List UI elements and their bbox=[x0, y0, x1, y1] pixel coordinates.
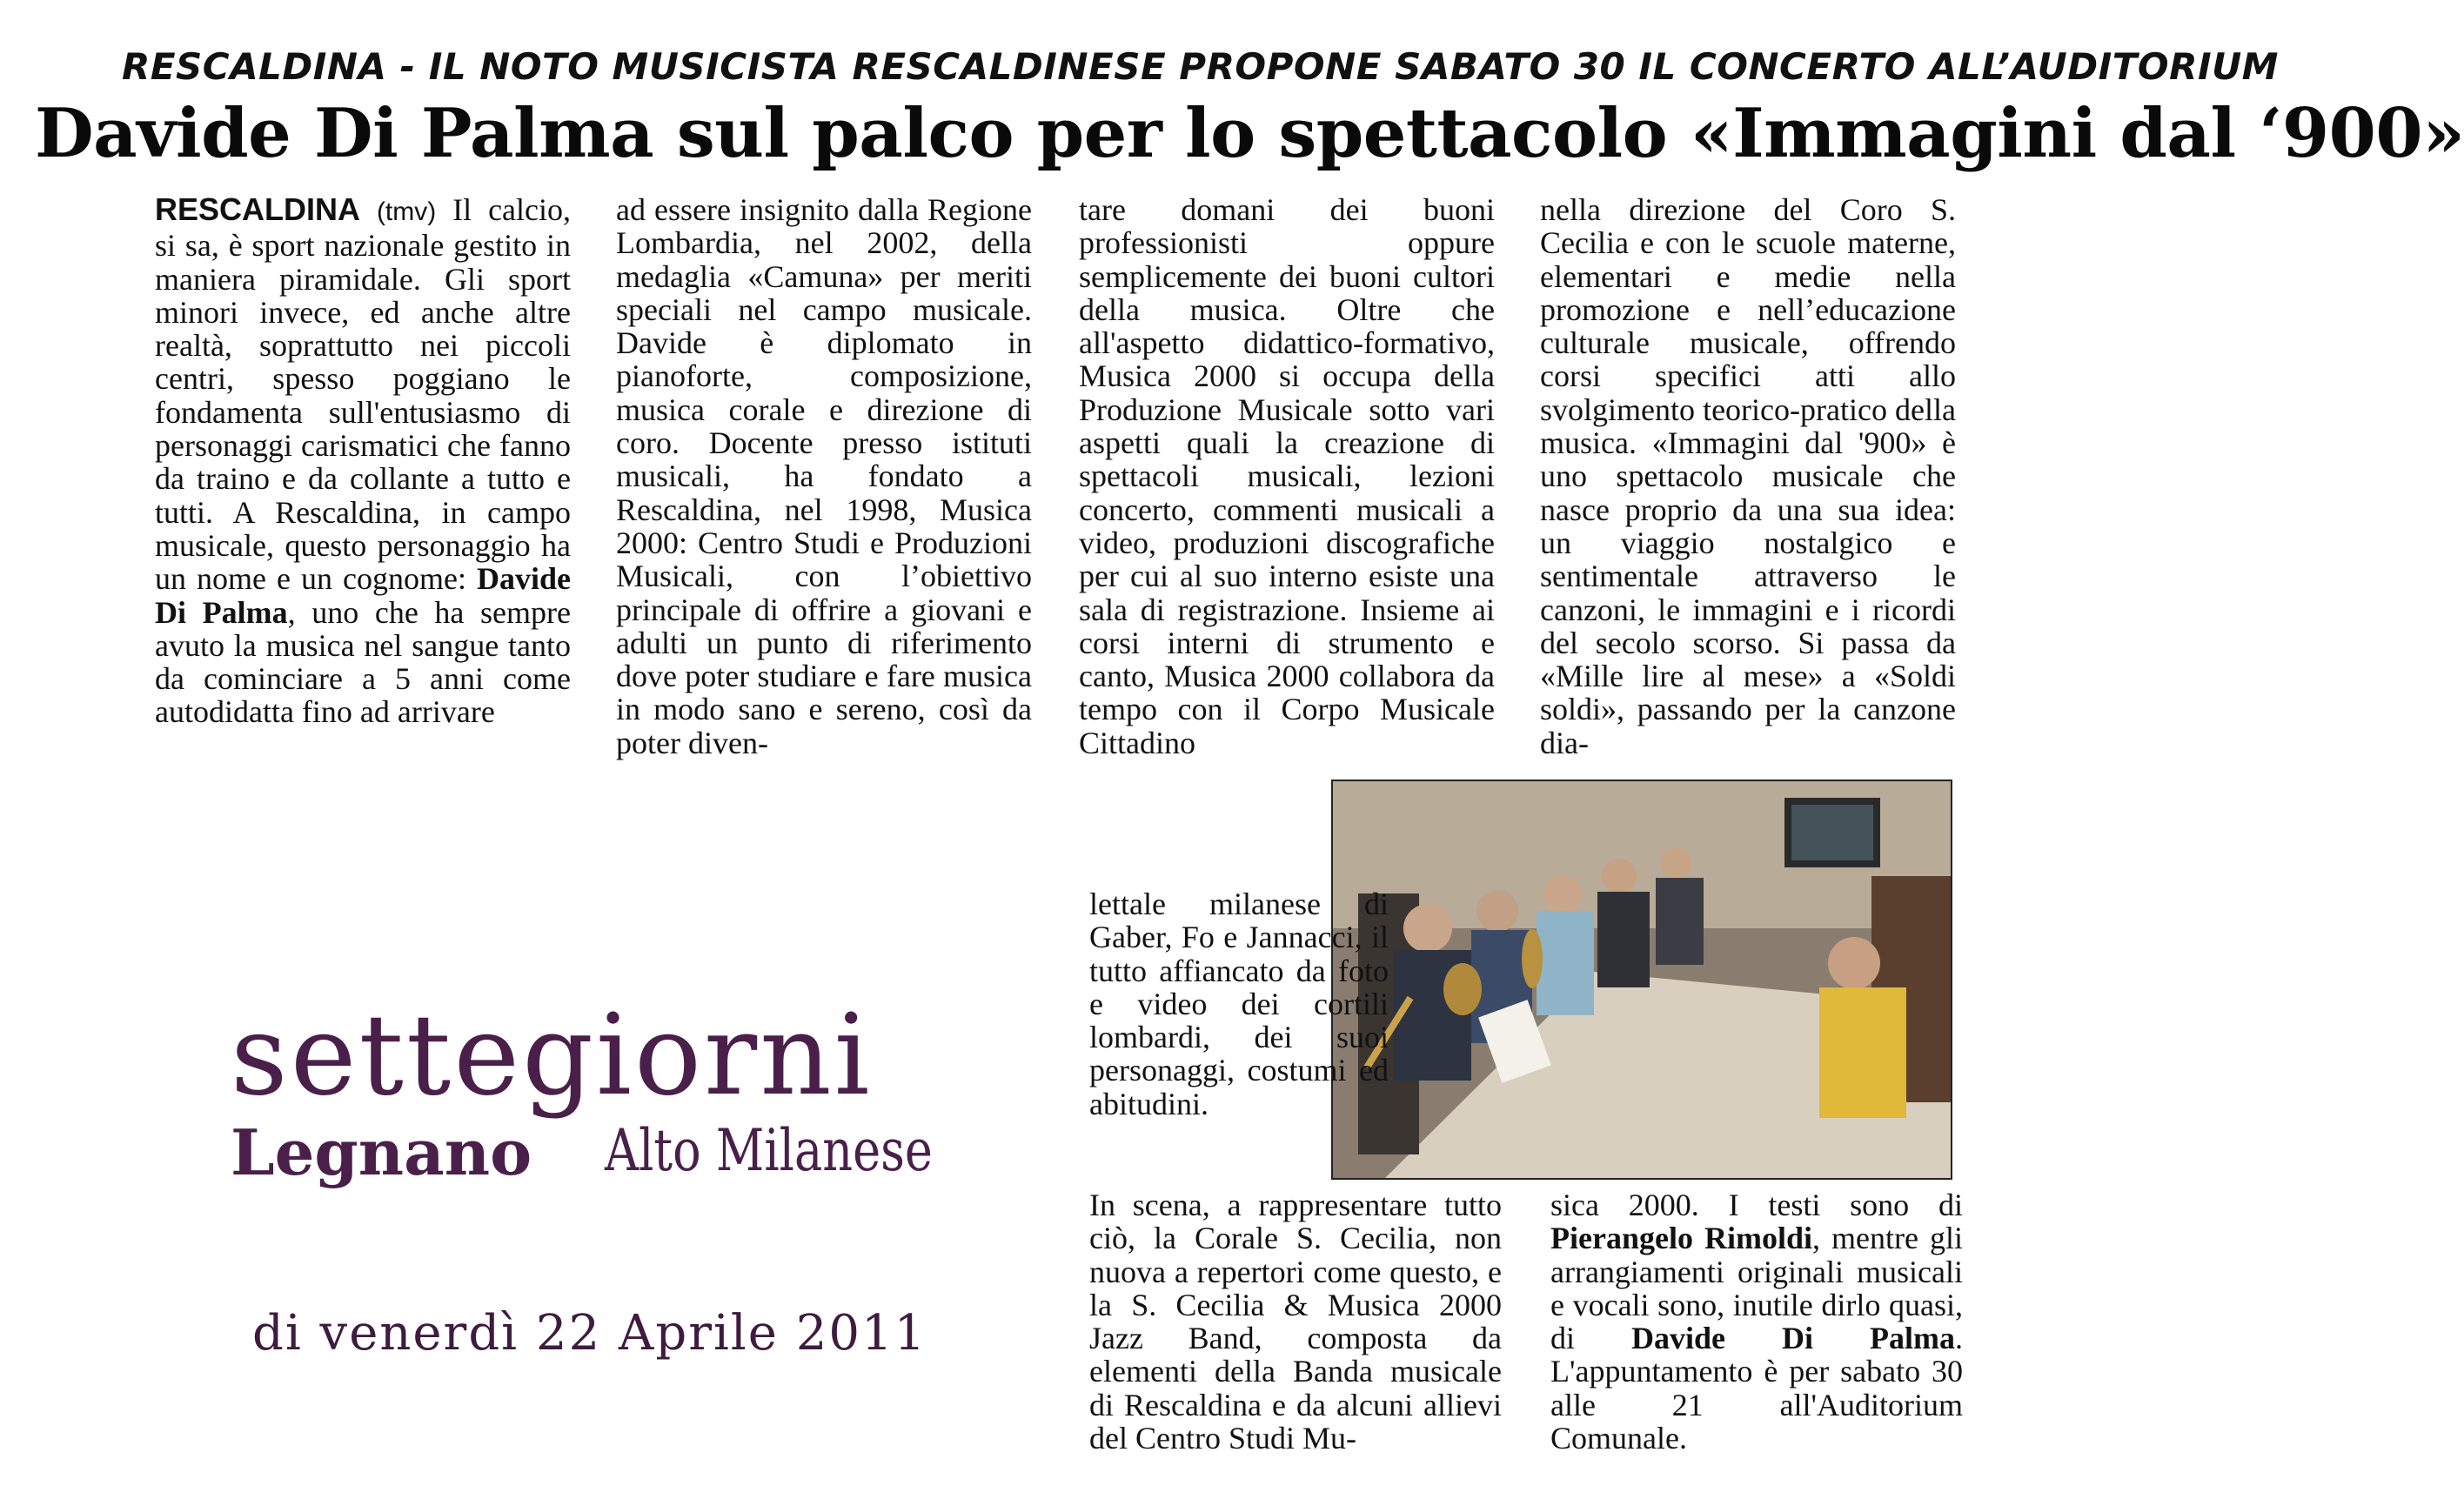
article-column-5 bbox=[1089, 887, 1389, 1121]
article-kicker: RESCALDINA - IL NOTO MUSICISTA RESCALDINESE PROPONE SABATO 30 IL CONCERTO ALL’AUDITORIUM bbox=[122, 45, 2279, 88]
column-2-text: ad essere insignito dalla Regione Lombardia, nel 2002, della medaglia «Camuna» per meriti speciali nel campo musicale. Davide è diplomato in pianoforte, composizione, musica corale e direzione di coro. Docente presso istituti musicali, ha fondato a Rescaldina, nel 1998, Musica 2000: Centro Studi e Produzioni Musicali, con l’obiettivo principale di offrire a giovani e adulti un punto di riferimento dove poter studiare e fare musica in modo sano e sereno, così da poter diven- bbox=[616, 192, 1032, 760]
article-headline: Davide Di Palma sul palco per lo spettacolo «Immagini dal ‘900» bbox=[35, 94, 2464, 173]
column-1-text-b: , uno che ha sempre avuto la musica nel sangue tanto da cominciare a 5 anni come autodidatta fino ad arrivare bbox=[155, 594, 571, 730]
dateline: RESCALDINA bbox=[155, 191, 361, 227]
column-7-text-b: , mentre gli arrangiamenti originali musicali e vocali sono, inutile dirlo quasi, di bbox=[1550, 1221, 1964, 1356]
column-5-text: lettale milanese di Gaber, Fo e Jannacci, il tutto affiancato da foto e video dei cortili lombardi, dei suoi personaggi, costumi ed abitudini. bbox=[1089, 887, 1389, 1121]
column-3-text: tare domani dei buoni professionisti oppure semplicemente dei buoni cultori della musica. Oltre che all'aspetto didattico-formativo, Musica 2000 si occupa della Produzione Musicale sotto vari aspetti quali la creazione di spettacoli musicali, lezioni concerto, commenti musicali a video, produzioni discografiche per cui al suo interno esiste una sala di registrazione. Insieme ai corsi interni di strumento e canto, Musica 2000 collabora da tempo con il Corpo Musicale Cittadino bbox=[1079, 192, 1495, 760]
masthead-name: settegiorni bbox=[231, 991, 873, 1121]
article-column-1 bbox=[155, 193, 571, 729]
column-7-text-c: . L'appuntamento è per sabato 30 alle 21 all'Auditorium Comunale. bbox=[1550, 1321, 1963, 1456]
byline: (tmv) bbox=[376, 197, 437, 226]
column-1-text-a: Il calcio, si sa, è sport nazionale gestito in maniera piramidale. Gli sport minori invece, ed anche altre realtà, soprattutto nei piccoli centri, spesso poggiano le fondamenta sull'entusiasmo di personaggi carismatici che fanno da traino e da collante a tutto e tutti. A Rescaldina, in campo musicale, questo personaggio ha un nome e un cognome: bbox=[155, 192, 572, 597]
masthead-city: Legnano bbox=[231, 1115, 532, 1189]
author-name: Pierangelo Rimoldi bbox=[1550, 1221, 1812, 1256]
article-column-3 bbox=[1079, 193, 1495, 760]
article-column-6 bbox=[1089, 1188, 1502, 1455]
arranger-name: Davide Di Palma bbox=[1631, 1321, 1955, 1356]
column-7-text-a: sica 2000. I testi sono di bbox=[1550, 1188, 1963, 1222]
issue-date: di venerdì 22 Aprile 2011 bbox=[252, 1305, 927, 1362]
masthead-logo bbox=[231, 991, 873, 1121]
column-4-text: nella direzione del Coro S. Cecilia e con le scuole materne, elementari e medie nella promozione e nell’educazione culturale musicale, offrendo corsi specifici atti allo svolgimento teorico-pratico della musica. «Immagini dal '900» è uno spettacolo musicale che nasce proprio da una sua idea: un viaggio nostalgico e sentimentale attraverso le canzoni, le immagini e i ricordi del secolo scorso. Si passa da «Mille lire al mese» a «Soldi soldi», passando per la canzone dia- bbox=[1540, 192, 1956, 760]
person-name: Davide Di Palma bbox=[155, 561, 571, 630]
band-rehearsal-photo bbox=[1331, 780, 1952, 1180]
article-column-2 bbox=[616, 193, 1032, 760]
article-column-4 bbox=[1540, 193, 1956, 760]
photo-illustration bbox=[1332, 780, 1952, 1179]
masthead-area: Alto Milanese bbox=[605, 1117, 933, 1184]
article-column-7 bbox=[1550, 1188, 1963, 1455]
column-6-text: In scena, a rappresentare tutto ciò, la Corale S. Cecilia, non nuova a repertori come questo, e la S. Cecilia & Musica 2000 Jazz Band, composta da elementi della Banda musicale di Rescaldina e da alcuni allievi del Centro Studi Mu- bbox=[1089, 1188, 1502, 1456]
